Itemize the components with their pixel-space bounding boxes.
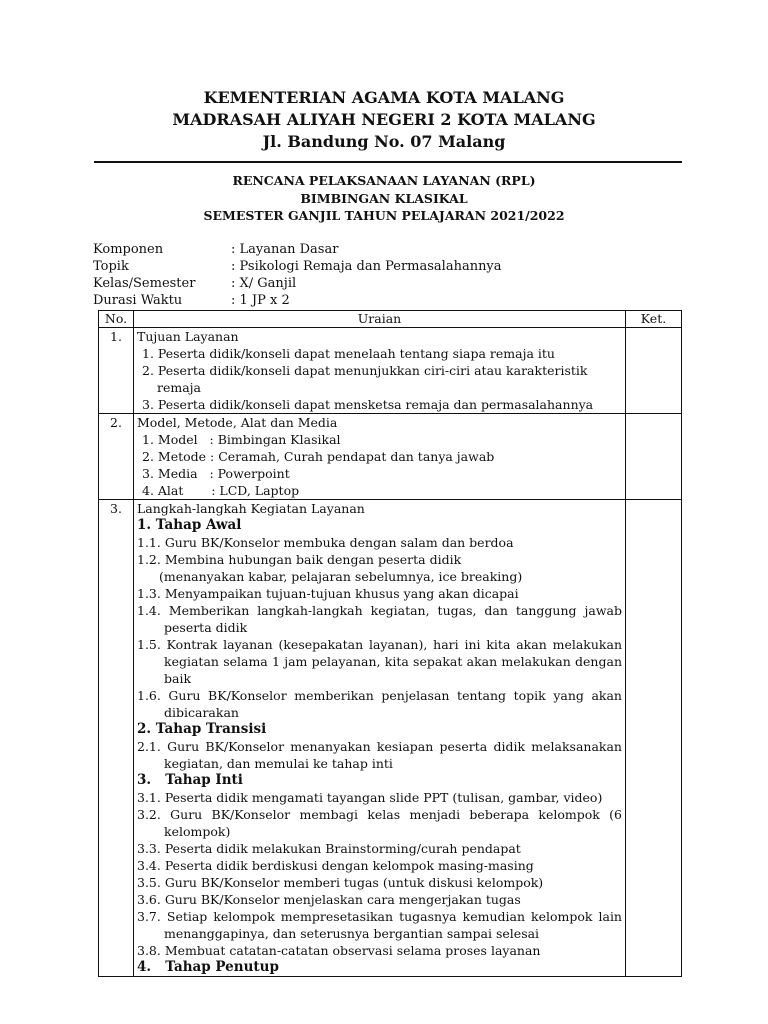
document-subtitle: BIMBINGAN KLASIKAL [300, 191, 468, 206]
table-row-model [99, 414, 682, 500]
list-item: 3. Media : Powerpoint [142, 466, 290, 481]
row-title: Model, Metode, Alat dan Media [137, 415, 338, 430]
row-ket [626, 500, 682, 977]
list-item: 3. Peserta didik/konseli dapat mensketsa remaja dan permasalahannya [142, 397, 594, 412]
info-value: : Layanan Dasar [231, 242, 339, 257]
list-item: 2. Metode : Ceramah, Curah pendapat dan tanya jawab [142, 449, 495, 464]
letterhead-address: Jl. Bandung No. 07 Malang [262, 132, 506, 151]
row-uraian [134, 328, 626, 414]
info-value: : Psikologi Remaja dan Permasalahannya [231, 259, 502, 274]
info-row-durasi [93, 292, 502, 309]
list-item: 1. Peserta didik/konseli dapat menelaah tentang siapa remaja itu [142, 346, 555, 361]
row-number: 2. [99, 414, 134, 500]
info-key: Durasi Waktu [93, 293, 183, 308]
stage-heading-awal: 1. Tahap Awal [137, 517, 242, 533]
info-row-komponen [93, 241, 502, 258]
list-item-continuation: (menanyakan kabar, pelajaran sebelumnya, ice breaking) [159, 569, 523, 584]
list-item: 3.4. Peserta didik berdiskusi dengan kelompok masing-masing [137, 858, 534, 873]
row-ket [626, 414, 682, 500]
info-value: : 1 JP x 2 [231, 293, 290, 308]
info-key: Kelas/Semester [93, 276, 196, 291]
stage-heading-transisi: 2. Tahap Transisi [137, 721, 267, 737]
list-item: 1.2. Membina hubungan baik dengan peserta didik [137, 552, 462, 567]
info-value: : X/ Ganjil [231, 276, 297, 291]
row-title: Tujuan Layanan [137, 329, 239, 344]
list-item: 2.1. Guru BK/Konselor menanyakan kesiapan peserta didik melaksanakan kegiatan, dan memulai ke tahap inti [137, 739, 622, 771]
list-item-continuation: remaja [157, 380, 202, 395]
info-row-kelas [93, 275, 502, 292]
letterhead-ministry: KEMENTERIAN AGAMA KOTA MALANG [203, 88, 565, 107]
info-row-topik [93, 258, 502, 275]
row-number: 3. [99, 500, 134, 977]
table-header-row [99, 311, 682, 328]
list-item: 1. Model : Bimbingan Klasikal [142, 432, 341, 447]
header-no: No. [99, 311, 134, 328]
list-item: 3.5. Guru BK/Konselor memberi tugas (untuk diskusi kelompok) [137, 875, 544, 890]
list-item: 1.3. Menyampaikan tujuan-tujuan khusus yang akan dicapai [137, 586, 519, 601]
list-item: 1.4. Memberikan langkah-langkah kegiatan, tugas, dan tanggung jawab peserta didik [137, 603, 622, 635]
stage-heading-inti: 3. Tahap Inti [137, 772, 243, 788]
list-item: 3.2. Guru BK/Konselor membagi kelas menjadi beberapa kelompok (6 kelompok) [137, 807, 622, 839]
rpl-table [98, 310, 682, 977]
list-item: 4. Alat : LCD, Laptop [142, 483, 300, 498]
info-block [93, 241, 502, 309]
header-uraian: Uraian [134, 311, 626, 328]
list-item: 3.7. Setiap kelompok mempresetasikan tugasnya kemudian kelompok lain menanggapinya, dan seterusnya bergantian sampai selesai [137, 909, 622, 941]
header-ket: Ket. [626, 311, 682, 328]
info-key: Komponen [93, 242, 164, 257]
letterhead-divider [94, 161, 682, 163]
table-row-langkah [99, 500, 682, 977]
document-semester: SEMESTER GANJIL TAHUN PELAJARAN 2021/2022 [203, 208, 565, 223]
list-item: 1.5. Kontrak layanan (kesepakatan layanan), hari ini kita akan melakukan kegiatan selama 1 jam pelayanan, kita sepakat akan melakukan dengan baik [137, 637, 622, 686]
row-number: 1. [99, 328, 134, 414]
list-item: 3.1. Peserta didik mengamati tayangan slide PPT (tulisan, gambar, video) [137, 790, 603, 805]
list-item: 1.1. Guru BK/Konselor membuka dengan salam dan berdoa [137, 535, 514, 550]
list-item: 3.8. Membuat catatan-catatan observasi selama proses layanan [137, 943, 541, 958]
row-title: Langkah-langkah Kegiatan Layanan [137, 501, 365, 516]
list-item: 2. Peserta didik/konseli dapat menunjukkan ciri-ciri atau karakteristik [142, 363, 588, 378]
row-uraian [134, 500, 626, 977]
info-key: Topik [93, 259, 129, 274]
list-item: 1.6. Guru BK/Konselor memberikan penjelasan tentang topik yang akan dibicarakan [137, 688, 622, 720]
list-item: 3.3. Peserta didik melakukan Brainstorming/curah pendapat [137, 841, 521, 856]
letterhead-school: MADRASAH ALIYAH NEGERI 2 KOTA MALANG [172, 110, 596, 129]
document-title: RENCANA PELAKSANAAN LAYANAN (RPL) [232, 173, 536, 188]
list-item: 3.6. Guru BK/Konselor menjelaskan cara mengerjakan tugas [137, 892, 521, 907]
row-uraian [134, 414, 626, 500]
table-row-tujuan [99, 328, 682, 414]
row-ket [626, 328, 682, 414]
stage-heading-penutup: 4. Tahap Penutup [137, 959, 279, 975]
